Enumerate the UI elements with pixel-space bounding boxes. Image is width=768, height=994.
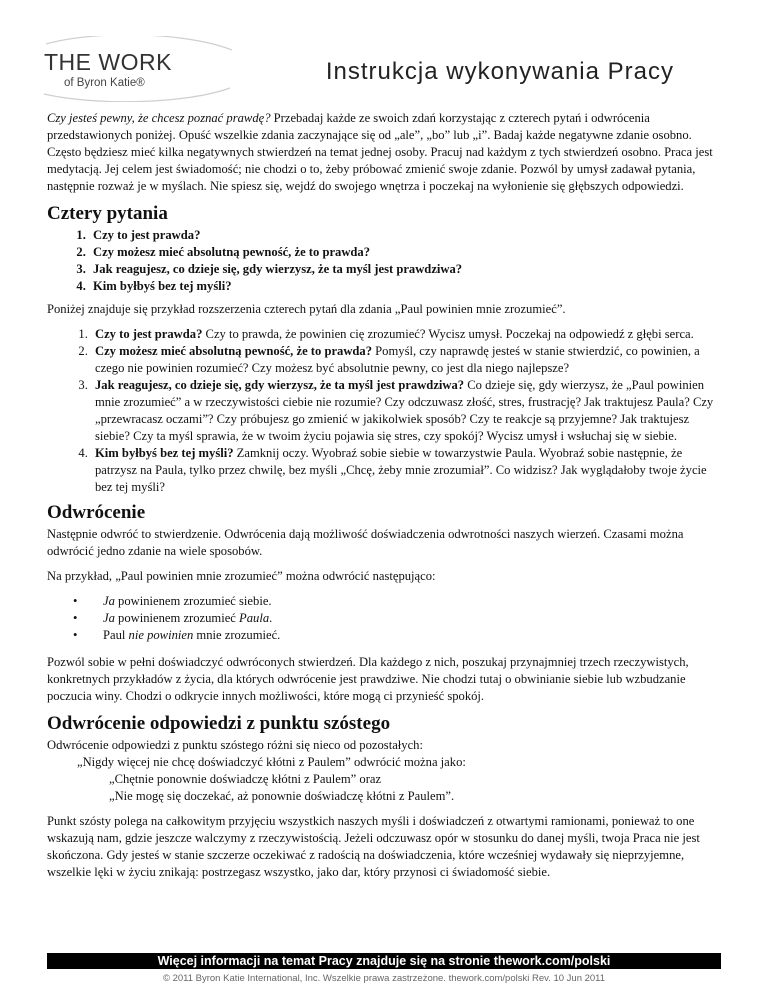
- sixth-paragraph-2: Punkt szósty polega na całkowitym przyjęciu wszystkich naszych myśli i doświadczeń z otwartymi ramionami, ponieważ to one wskazują nam, gdzie jeszcze walczymy z rzeczywistością. Jeżeli odczuwasz opór w stosunku do danej myśli, twoja Praca nie jest skończona. Gdy jesteś w stanie szczerze oczekiwać z radością na doświadczenia, które wcześniej wydawały się nieprzyjemne, wszelkie lęki w życiu znikają: postrzegasz wszystko, jako dar, który przynosi ci świadomość siebie.: [47, 814, 700, 879]
- turnaround-emphasis: nie powinien: [128, 628, 194, 642]
- intro-paragraph: [47, 110, 721, 195]
- logo-line1: THE WORK: [44, 49, 172, 75]
- turnaround-paragraph-2: Na przykład, „Paul powinien mnie zrozumieć” można odwrócić następująco:: [47, 569, 436, 583]
- expanded-question: Czy możesz mieć absolutną pewność, że to prawda?: [95, 344, 373, 358]
- example-intro: Poniżej znajduje się przykład rozszerzenia czterech pytań dla zdania „Paul powinien mnie zrozumieć”.: [47, 302, 566, 316]
- expanded-question: Kim byłbyś bez tej myśli?: [95, 446, 234, 460]
- footer-banner: Więcej informacji na temat Pracy znajduje się na stronie thework.com/polski: [47, 953, 721, 969]
- intro-text: Przebadaj każde ze swoich zdań korzystając z czterech pytań i odwrócenia przedstawionych poniżej. Opuść wszelkie zdania zaczynające się od „ale”, „bo” lub „i”. Badaj każde negatywne zdanie osobno. Często będziesz mieć kilka negatywnych stwierdzeń na temat jednej osoby. Pracuj nad każdym z tych stwierdzeń osobno. Praca jest medytacją. Jej celem jest świadomość; nie chodzi o to, żeby próbować zmienić swoje zdanie. Pozwól by umysł zadawał pytania, następnie rozważ je w myślach. Nie spiesz się, wejdź do swojego wnętrza i poczekaj na wyłonienie się głębszych odpowiedzi.: [47, 111, 713, 193]
- expanded-answer: Pomyśl, czy naprawdę jesteś w stanie stwierdzić, co powinien, a czego nie powinien rozumieć? Czy możesz być absolutnie pewny, co jest dla niego najlepsze?: [95, 344, 700, 375]
- turnaround-rest: powinienem zrozumieć: [114, 611, 240, 625]
- expanded-question-item: [91, 377, 721, 445]
- expanded-answer: Zamknij oczy. Wyobraź sobie siebie w towarzystwie Paula. Wyobraź sobie następnie, że patrzysz na Paula, tylko przez chwilę, bez myśli „Chcę, żeby mnie zrozumiał”. Co widzisz? Jak wyglądałoby twoje życie bez tej myśli?: [95, 446, 707, 494]
- question-item: 1. Czy to jest prawda?: [89, 227, 721, 244]
- expanded-answer: Co dzieje się, gdy wierzysz, że „Paul powinien mnie zrozumieć” a w rzeczywistości ciebie nie rozumie? Czy odczuwasz złość, stres, frustrację? Jak traktujesz Paula? Czy „przewracasz oczami”? Czy próbujesz go zmienić w jakikolwiek sposób? Czy te reakcje są przyjemne? Jak traktujesz siebie? Czy ta myśl sprawia, że w twoim życiu pojawia się stres, czy spokój? Wycisz umysł i wsłuchaj się w siebie.: [95, 378, 714, 443]
- logo-line2: of Byron Katie®: [64, 77, 145, 89]
- turnaround-example: [91, 627, 721, 644]
- expanded-question: Jak reagujesz, co dzieje się, gdy wierzysz, że ta myśl jest prawdziwa?: [95, 378, 465, 392]
- sixth-block: [47, 737, 721, 805]
- four-questions-heading: Cztery pytania: [47, 203, 168, 224]
- expanded-question-item: [91, 326, 721, 343]
- sixth-line-2: „Nigdy więcej nie chcę doświadczyć kłótni z Paulem” odwrócić można jako:: [77, 755, 466, 769]
- sixth-line-4: „Nie mogę się doczekać, aż ponownie doświadczę kłótni z Paulem”.: [109, 789, 455, 803]
- intro-lead: Czy jesteś pewny, że chcesz poznać prawdę?: [47, 111, 271, 125]
- expanded-question-item: [91, 343, 721, 377]
- four-questions-list: [47, 227, 721, 295]
- turnaround-emphasis: Ja: [103, 594, 115, 608]
- expanded-answer: Czy to prawda, że powinien cię zrozumieć? Wycisz umysł. Poczekaj na odpowiedź z głębi serca.: [202, 327, 694, 341]
- turnaround-emphasis: Ja: [103, 611, 115, 625]
- expanded-question-item: [91, 445, 721, 496]
- copyright-line: © 2011 Byron Katie International, Inc. Wszelkie prawa zastrzeżone. thework.com/polski Rev. 10 Jun 2011: [162, 973, 606, 984]
- expanded-question: Czy to jest prawda?: [95, 327, 203, 341]
- sixth-line-3: „Chętnie ponownie doświadczę kłótni z Paulem” oraz: [109, 772, 382, 786]
- turnaround-heading: Odwrócenie: [47, 502, 146, 523]
- document-title: Instrukcja wykonywania Pracy: [325, 58, 674, 85]
- expanded-questions-list: [47, 326, 721, 496]
- question-item: 4. Kim byłbyś bez tej myśli?: [89, 278, 721, 295]
- turnaround-rest-2: .: [269, 611, 273, 625]
- turnaround-example: [91, 610, 721, 627]
- turnaround-emphasis-2: Paula: [239, 611, 270, 625]
- turnaround-examples: [47, 593, 721, 644]
- turnaround-example: [91, 593, 721, 610]
- turnaround-paragraph-3: Pozwól sobie w pełni doświadczyć odwróconych stwierdzeń. Dla każdego z nich, poszukaj przynajmniej trzech rzeczywistych, konkretnych przykładów z życia, dla których odwrócenie jest prawdziwe. Nie chodzi tutaj o obwinianie siebie lub wzbudzanie poczucia winy. Chodzi o odkrycie innych możliwości, które mogą ci przynieść spokój.: [47, 655, 689, 703]
- turnaround-pre: Paul: [103, 628, 129, 642]
- question-item: 3. Jak reagujesz, co dzieje się, gdy wierzysz, że ta myśl jest prawdziwa?: [89, 261, 721, 278]
- main-content: [47, 110, 721, 889]
- sixth-line-1: Odwrócenie odpowiedzi z punktu szóstego różni się nieco od pozostałych:: [47, 738, 423, 752]
- turnaround-rest: mnie zrozumieć.: [193, 628, 281, 642]
- question-item: 2. Czy możesz mieć absolutną pewność, że to prawda?: [89, 244, 721, 261]
- turnaround-paragraph-1: Następnie odwróć to stwierdzenie. Odwrócenia dają możliwość doświadczenia odwrotności naszych wierzeń. Czasami można odwrócić jedno zdanie na wiele sposobów.: [47, 527, 684, 558]
- turnaround-rest: powinienem zrozumieć siebie.: [114, 594, 272, 608]
- sixth-heading: Odwrócenie odpowiedzi z punktu szóstego: [47, 713, 391, 734]
